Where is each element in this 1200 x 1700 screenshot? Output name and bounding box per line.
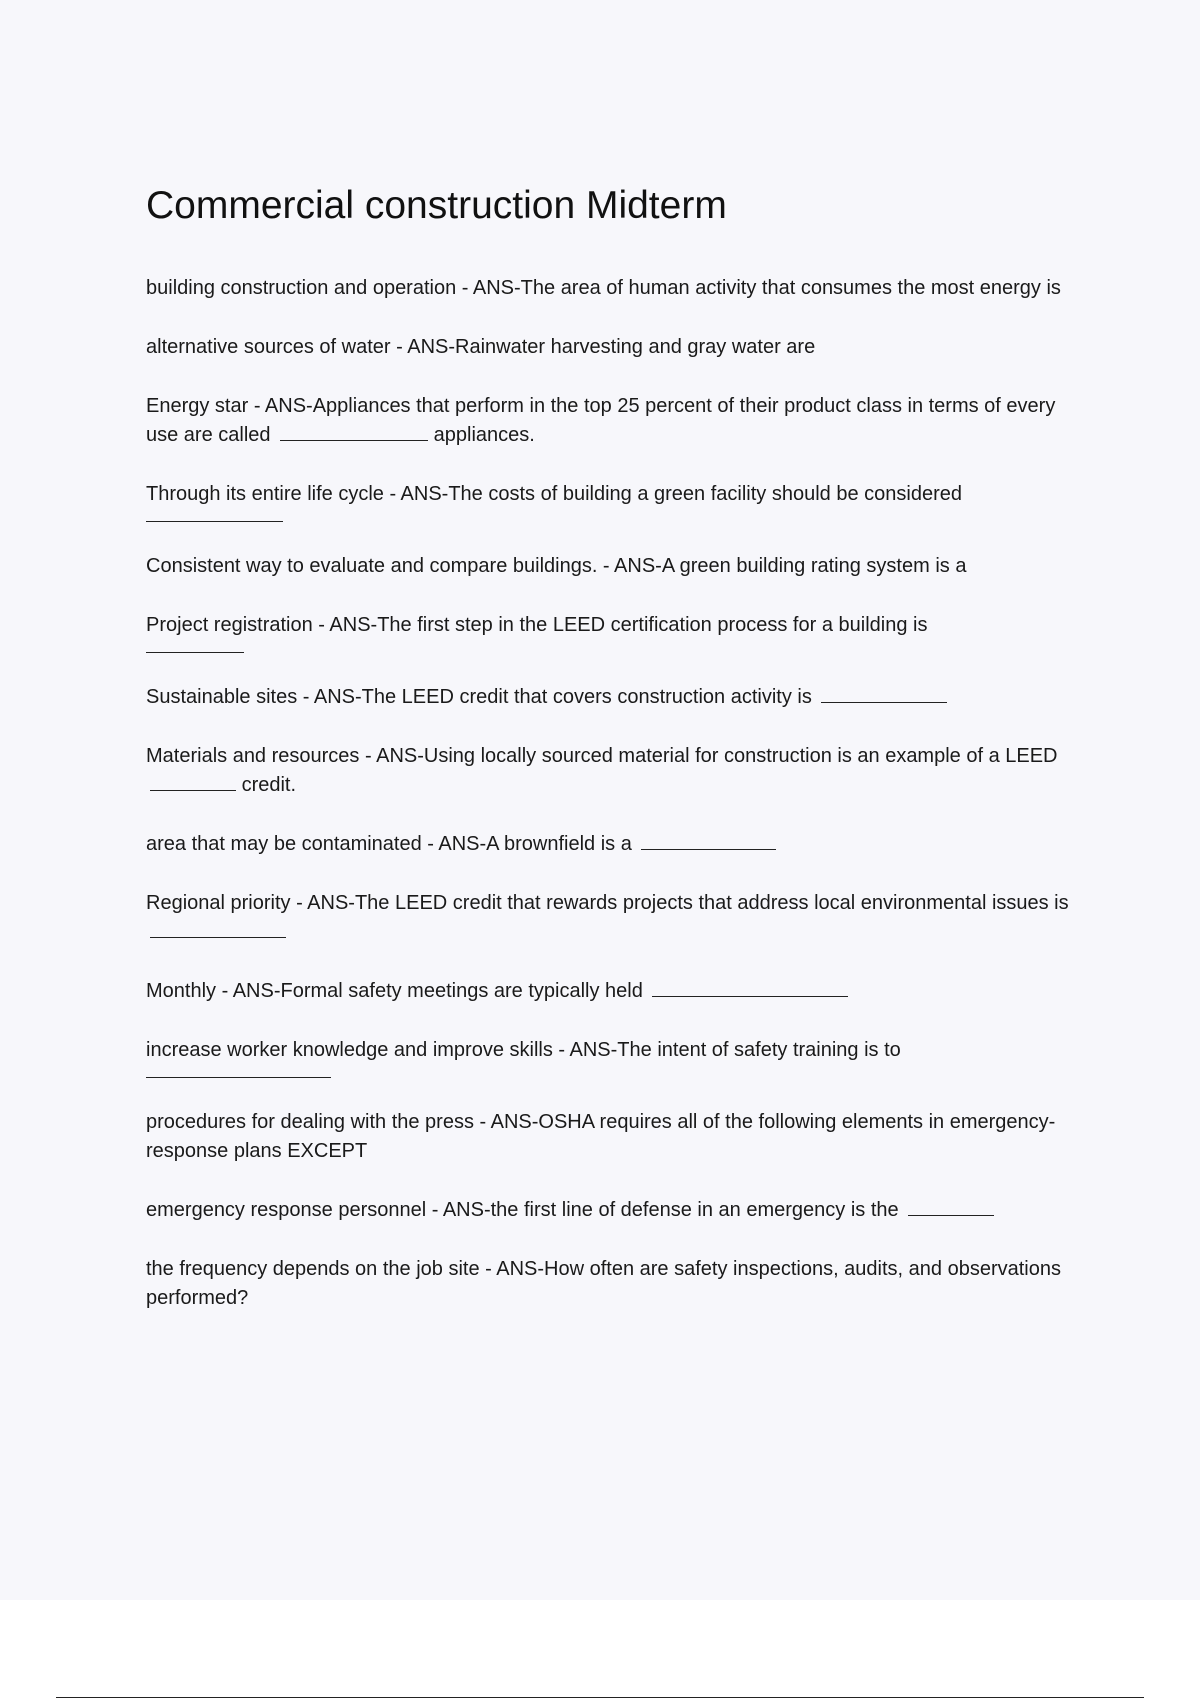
qa-item	[146, 480, 1091, 522]
qa-item	[146, 611, 1091, 653]
qa-text: alternative sources of water - ANS-Rainwater harvesting and gray water are	[146, 336, 816, 358]
answer-blank	[641, 831, 776, 850]
qa-item	[146, 1196, 1091, 1225]
qa-text: Energy star - ANS-Appliances that perform in the top 25 percent of their product class in terms of every use are called	[146, 395, 1056, 446]
answer-blank	[146, 1067, 331, 1078]
qa-item	[146, 333, 1091, 362]
qa-item	[146, 552, 1091, 581]
qa-text: Regional priority - ANS-The LEED credit that rewards projects that address local environmental issues is	[146, 892, 1069, 914]
qa-item	[146, 1036, 1091, 1078]
qa-item	[146, 683, 1091, 712]
qa-text-after: appliances.	[433, 424, 535, 446]
qa-text: building construction and operation - ANS-The area of human activity that consumes the most energy is	[146, 277, 1061, 299]
qa-text: the frequency depends on the job site - ANS-How often are safety inspections, audits, and observations performed?	[146, 1258, 1061, 1309]
qa-list	[146, 274, 1091, 1313]
answer-blank	[146, 511, 283, 522]
answer-blank	[821, 684, 947, 703]
qa-item	[146, 830, 1091, 859]
qa-item	[146, 977, 1091, 1006]
qa-item	[146, 889, 1091, 947]
qa-text: Consistent way to evaluate and compare buildings. - ANS-A green building rating system is a	[146, 555, 967, 577]
page-title: Commercial construction Midterm	[146, 184, 727, 227]
answer-blank	[280, 422, 428, 441]
footer-divider	[56, 1697, 1144, 1698]
qa-text: procedures for dealing with the press - ANS-OSHA requires all of the following elements in emergency-response plans EXCEPT	[146, 1111, 1056, 1162]
qa-text: Materials and resources - ANS-Using locally sourced material for construction is an example of a LEED	[146, 745, 1058, 767]
qa-item	[146, 1108, 1091, 1166]
qa-text: area that may be contaminated - ANS-A brownfield is a	[146, 833, 632, 855]
qa-text: Through its entire life cycle - ANS-The costs of building a green facility should be considered	[146, 483, 962, 505]
answer-blank	[652, 978, 848, 997]
answer-blank	[150, 772, 236, 791]
qa-item	[146, 1255, 1091, 1313]
qa-text: Sustainable sites - ANS-The LEED credit that covers construction activity is	[146, 686, 812, 708]
answer-blank	[908, 1197, 994, 1216]
qa-item	[146, 742, 1091, 800]
qa-text-after: credit.	[241, 774, 297, 796]
qa-item	[146, 274, 1091, 303]
qa-text: Project registration - ANS-The first step in the LEED certification process for a building is	[146, 614, 928, 636]
qa-text: Monthly - ANS-Formal safety meetings are typically held	[146, 980, 643, 1002]
answer-blank	[150, 919, 286, 938]
document-content	[146, 184, 1091, 1343]
qa-text: emergency response personnel - ANS-the first line of defense in an emergency is the	[146, 1199, 899, 1221]
qa-item	[146, 392, 1091, 450]
qa-text: increase worker knowledge and improve skills - ANS-The intent of safety training is to	[146, 1039, 901, 1061]
answer-blank	[146, 642, 244, 653]
